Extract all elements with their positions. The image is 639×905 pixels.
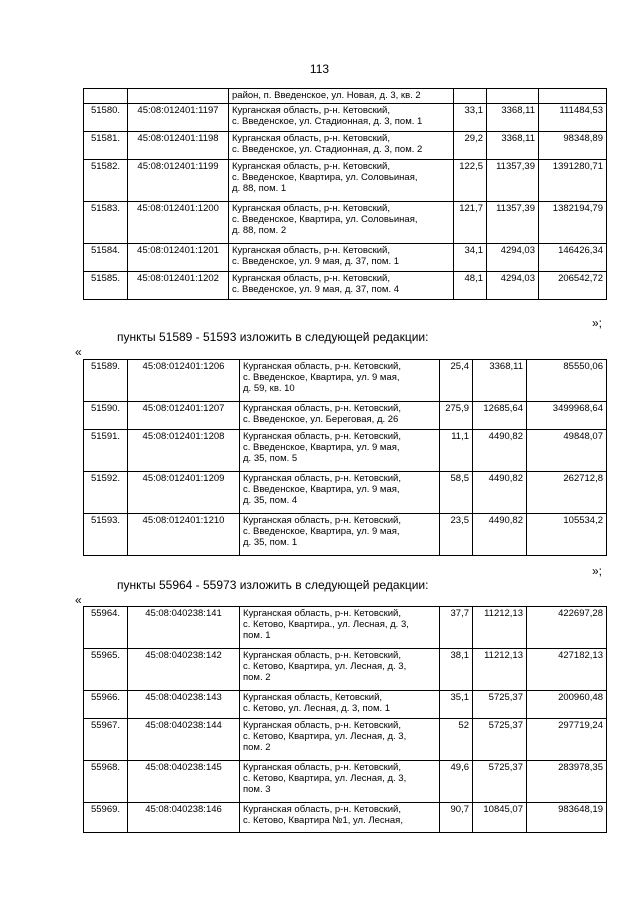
section-heading-55964: пункты 55964 - 55973 изложить в следующей редакции:	[117, 578, 429, 592]
item-number-cell: 51591.	[84, 430, 128, 472]
table-row	[84, 202, 607, 244]
address-line: пом. 3	[243, 784, 271, 795]
opening-quote-2: «	[75, 345, 82, 359]
cadastral-number-cell: 45:08:012401:1199	[128, 160, 229, 202]
address-line: с. Введенское, Квартира, ул. 9 мая,	[243, 484, 400, 495]
unit-price-cell: 4294,03	[487, 244, 539, 272]
table-row	[84, 160, 607, 202]
cadastral-cost-cell: 85550,06	[527, 360, 607, 402]
cadastral-cost-cell: 297719,24	[527, 719, 607, 761]
table-row	[84, 132, 607, 160]
unit-price-cell	[487, 89, 539, 104]
unit-price-cell: 3368,11	[487, 104, 539, 132]
address-cell	[240, 360, 440, 402]
closing-quote-2: »;	[592, 564, 603, 578]
address-line: с. Введенское, ул. Стадионная, д. 3, пом. 2	[232, 144, 423, 155]
unit-price-cell: 4490,82	[473, 472, 527, 514]
address-line: с. Введенское, Квартира, ул. 9 мая,	[243, 526, 400, 537]
cadastral-cost-cell: 422697,28	[527, 607, 607, 649]
address-cell	[229, 132, 454, 160]
address-line: с. Кетово, Квартира, ул. Лесная, д. 3,	[243, 731, 407, 742]
unit-price-cell: 12685,64	[473, 402, 527, 430]
address-line: с. Кетово, Квартира., ул. Лесная, д. 3,	[243, 619, 409, 630]
address-line: Курганская область, р-н. Кетовский,	[232, 203, 390, 214]
area-cell: 11,1	[440, 430, 473, 472]
table-row	[84, 803, 607, 833]
address-line: д. 59, кв. 10	[243, 383, 295, 394]
area-cell: 275,9	[440, 402, 473, 430]
address-line: Курганская область, р-н. Кетовский,	[243, 762, 401, 773]
item-number-cell	[84, 89, 128, 104]
area-cell: 121,7	[454, 202, 487, 244]
address-line: пом. 2	[243, 742, 271, 753]
address-cell	[229, 104, 454, 132]
unit-price-cell: 11357,39	[487, 202, 539, 244]
address-cell	[229, 244, 454, 272]
address-cell	[240, 472, 440, 514]
item-number-cell: 55966.	[84, 691, 128, 719]
address-line: Курганская область, Кетовский,	[243, 692, 383, 703]
cadastral-cost-cell: 1391280,71	[539, 160, 607, 202]
unit-price-cell: 4490,82	[473, 430, 527, 472]
address-cell	[240, 691, 440, 719]
cadastral-cost-cell: 98348,89	[539, 132, 607, 160]
address-line: д. 35, пом. 1	[243, 537, 298, 548]
cadastral-cost-cell: 206542,72	[539, 272, 607, 300]
cadastral-number-cell: 45:08:012401:1207	[128, 402, 240, 430]
address-line: Курганская область, р-н. Кетовский,	[232, 105, 390, 116]
address-line: с. Кетово, Квартира №1, ул. Лесная,	[243, 815, 403, 826]
cadastral-cost-cell: 262712,8	[527, 472, 607, 514]
address-cell	[240, 607, 440, 649]
address-line: с. Введенское, ул. Береговая, д. 26	[243, 414, 399, 425]
page-number: 113	[309, 62, 330, 76]
unit-price-cell: 4294,03	[487, 272, 539, 300]
cadastral-cost-cell: 111484,53	[539, 104, 607, 132]
item-number-cell: 55967.	[84, 719, 128, 761]
table-row	[84, 649, 607, 691]
area-cell: 35,1	[440, 691, 473, 719]
cadastral-cost-cell: 146426,34	[539, 244, 607, 272]
table-row	[84, 691, 607, 719]
item-number-cell: 51592.	[84, 472, 128, 514]
unit-price-cell: 5725,37	[473, 691, 527, 719]
item-number-cell: 51585.	[84, 272, 128, 300]
address-line: Курганская область, р-н. Кетовский,	[243, 515, 401, 526]
area-cell: 52	[440, 719, 473, 761]
cadastral-number-cell: 45:08:012401:1202	[128, 272, 229, 300]
address-cell	[229, 89, 454, 104]
area-cell: 90,7	[440, 803, 473, 833]
table-row	[84, 360, 607, 402]
cadastral-number-cell: 45:08:040238:144	[128, 719, 240, 761]
area-cell: 122,5	[454, 160, 487, 202]
unit-price-cell: 10845,07	[473, 803, 527, 833]
address-line: с. Введенское, Квартира, ул. 9 мая,	[243, 442, 400, 453]
cadastral-cost-cell: 105534,2	[527, 514, 607, 556]
address-line: с. Введенское, Квартира, ул. Соловьиная,	[232, 172, 418, 183]
section-heading-51589: пункты 51589 - 51593 изложить в следующей редакции:	[117, 330, 429, 344]
area-cell: 38,1	[440, 649, 473, 691]
address-line: с. Кетово, Квартира, ул. Лесная, д. 3,	[243, 661, 407, 672]
table-row	[84, 761, 607, 803]
cadastral-cost-cell: 3499968,64	[527, 402, 607, 430]
table-row	[84, 104, 607, 132]
address-cell	[240, 402, 440, 430]
address-line: с. Введенское, ул. 9 мая, д. 37, пом. 1	[232, 256, 400, 267]
area-cell: 34,1	[454, 244, 487, 272]
cadastral-number-cell: 45:08:012401:1209	[128, 472, 240, 514]
cadastral-number-cell: 45:08:040238:142	[128, 649, 240, 691]
address-line: с. Введенское, ул. Стадионная, д. 3, пом. 1	[232, 116, 423, 127]
table-row	[84, 89, 607, 104]
address-line: Курганская область, р-н. Кетовский,	[232, 273, 390, 284]
table-row	[84, 430, 607, 472]
address-cell	[240, 719, 440, 761]
item-number-cell: 51580.	[84, 104, 128, 132]
registry-table-1	[83, 88, 607, 300]
area-cell: 23,5	[440, 514, 473, 556]
table-row	[84, 719, 607, 761]
area-cell: 25,4	[440, 360, 473, 402]
address-line: Курганская область, р-н. Кетовский,	[243, 650, 401, 661]
cadastral-number-cell: 45:08:012401:1206	[128, 360, 240, 402]
cadastral-number-cell: 45:08:012401:1208	[128, 430, 240, 472]
item-number-cell: 51584.	[84, 244, 128, 272]
address-line: Курганская область, р-н. Кетовский,	[232, 133, 390, 144]
unit-price-cell: 11357,39	[487, 160, 539, 202]
cadastral-number-cell: 45:08:040238:145	[128, 761, 240, 803]
table-row	[84, 607, 607, 649]
address-line: Курганская область, р-н. Кетовский,	[232, 245, 390, 256]
item-number-cell: 51590.	[84, 402, 128, 430]
unit-price-cell: 3368,11	[487, 132, 539, 160]
area-cell: 49,6	[440, 761, 473, 803]
cadastral-number-cell	[128, 89, 229, 104]
address-line: пом. 1	[243, 630, 271, 641]
address-cell	[240, 649, 440, 691]
address-line: д. 35, пом. 5	[243, 453, 298, 464]
registry-table-3	[83, 606, 607, 833]
item-number-cell: 55968.	[84, 761, 128, 803]
address-line: д. 88, пом. 2	[232, 225, 287, 236]
cadastral-number-cell: 45:08:012401:1201	[128, 244, 229, 272]
item-number-cell: 51589.	[84, 360, 128, 402]
address-line: пом. 2	[243, 672, 271, 683]
address-line: район, п. Введенское, ул. Новая, д. 3, кв. 2	[232, 90, 421, 101]
item-number-cell: 51581.	[84, 132, 128, 160]
area-cell	[454, 89, 487, 104]
cadastral-number-cell: 45:08:012401:1198	[128, 132, 229, 160]
unit-price-cell: 3368,11	[473, 360, 527, 402]
opening-quote-3: «	[75, 593, 82, 607]
unit-price-cell: 11212,13	[473, 649, 527, 691]
address-line: Курганская область, р-н. Кетовский,	[243, 403, 401, 414]
address-line: с. Кетово, ул. Лесная, д. 3, пом. 1	[243, 703, 391, 714]
item-number-cell: 55964.	[84, 607, 128, 649]
registry-table-2	[83, 359, 607, 556]
cadastral-cost-cell: 983648,19	[527, 803, 607, 833]
unit-price-cell: 5725,37	[473, 719, 527, 761]
cadastral-number-cell: 45:08:012401:1210	[128, 514, 240, 556]
unit-price-cell: 5725,37	[473, 761, 527, 803]
table-row	[84, 402, 607, 430]
address-line: д. 35, пом. 4	[243, 495, 298, 506]
address-cell	[240, 803, 440, 833]
address-line: Курганская область, р-н. Кетовский,	[243, 608, 401, 619]
address-line: Курганская область, р-н. Кетовский,	[243, 720, 401, 731]
cadastral-number-cell: 45:08:040238:143	[128, 691, 240, 719]
item-number-cell: 55969.	[84, 803, 128, 833]
table-row	[84, 244, 607, 272]
area-cell: 37,7	[440, 607, 473, 649]
address-line: с. Введенское, Квартира, ул. Соловьиная,	[232, 214, 418, 225]
item-number-cell: 55965.	[84, 649, 128, 691]
closing-quote-1: »;	[592, 316, 603, 330]
item-number-cell: 51582.	[84, 160, 128, 202]
area-cell: 29,2	[454, 132, 487, 160]
address-line: с. Введенское, ул. 9 мая, д. 37, пом. 4	[232, 284, 400, 295]
cadastral-cost-cell: 283978,35	[527, 761, 607, 803]
address-line: Курганская область, р-н. Кетовский,	[243, 431, 401, 442]
cadastral-number-cell: 45:08:012401:1200	[128, 202, 229, 244]
cadastral-cost-cell: 1382194,79	[539, 202, 607, 244]
address-line: Курганская область, р-н. Кетовский,	[243, 804, 401, 815]
unit-price-cell: 4490,82	[473, 514, 527, 556]
area-cell: 58,5	[440, 472, 473, 514]
address-cell	[240, 514, 440, 556]
address-line: с. Введенское, Квартира, ул. 9 мая,	[243, 372, 400, 383]
address-cell	[229, 202, 454, 244]
table-row	[84, 272, 607, 300]
cadastral-cost-cell	[539, 89, 607, 104]
address-cell	[240, 430, 440, 472]
area-cell: 48,1	[454, 272, 487, 300]
cadastral-cost-cell: 200960,48	[527, 691, 607, 719]
cadastral-number-cell: 45:08:040238:146	[128, 803, 240, 833]
item-number-cell: 51583.	[84, 202, 128, 244]
table-row	[84, 514, 607, 556]
address-line: Курганская область, р-н. Кетовский,	[243, 473, 401, 484]
address-cell	[240, 761, 440, 803]
address-cell	[229, 272, 454, 300]
table-row	[84, 472, 607, 514]
cadastral-cost-cell: 427182,13	[527, 649, 607, 691]
address-line: с. Кетово, Квартира, ул. Лесная, д. 3,	[243, 773, 407, 784]
cadastral-number-cell: 45:08:040238:141	[128, 607, 240, 649]
item-number-cell: 51593.	[84, 514, 128, 556]
cadastral-cost-cell: 49848,07	[527, 430, 607, 472]
address-line: Курганская область, р-н. Кетовский,	[243, 361, 401, 372]
area-cell: 33,1	[454, 104, 487, 132]
address-line: д. 88, пом. 1	[232, 183, 287, 194]
unit-price-cell: 11212,13	[473, 607, 527, 649]
cadastral-number-cell: 45:08:012401:1197	[128, 104, 229, 132]
address-line: Курганская область, р-н. Кетовский,	[232, 161, 390, 172]
address-cell	[229, 160, 454, 202]
